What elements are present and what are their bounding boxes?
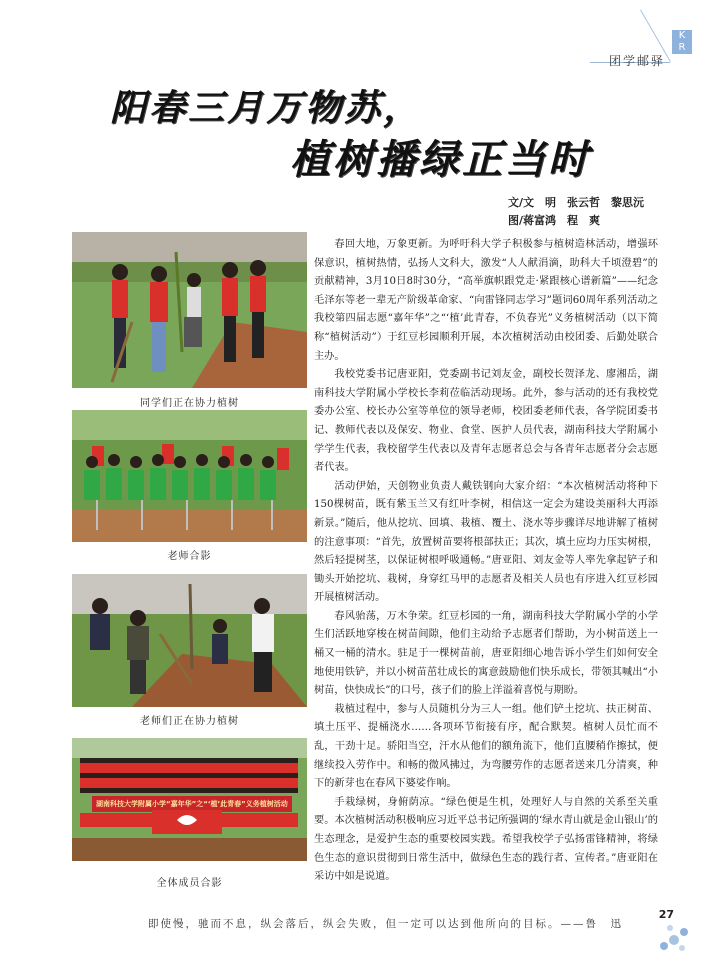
page-number: 27 <box>658 908 674 921</box>
footer-quote: 即使慢，驰而不息，纵会落后，纵会失败，但一定可以达到他所向的目标。——鲁 迅 <box>148 918 623 930</box>
photo-caption: 同学们正在协力植树 <box>140 398 239 409</box>
badge-letter-k: K <box>678 30 686 41</box>
article-paragraph: 春风骀荡，万木争荣。红豆杉园的一角，湖南科技大学附属小学的小学生们活跃地穿梭在树苗间隙，他们主动给予志愿者们帮助，为小树苗送上一桶又一桶的清水。驻足于一棵树苗前，唐亚阳细心地告诉小学生们如何安全地使用铁铲，并以小树苗茁壮成长的寓意鼓励他们快乐成长，带领其喊出“小树苗，快快成长”的口号，孩子们的脸上洋溢着喜悦与期盼。 <box>314 610 658 697</box>
photo-caption: 老师们正在协力植树 <box>140 716 239 727</box>
article-paragraph: 春回大地，万象更新。为呼吁科大学子积极参与植树造林活动，增强环保意识，植树热情，弘扬人文科大，激发“人人献涓滴，助科大千顷澄碧”的贡献精神，3月10日8时30分，“高举旗帜跟党走·紧跟核心谱新篇”——纪念毛泽东等老一辈无产阶级革命家、“向雷锋同志学习”题词60周年系列活动之我校第四届志愿“嘉年华”之“‘植’此青春，不负春光”义务植树活动（以下简称“植树活动”）于红豆杉园顺利开展，本次植树活动由校团委、后勤处联合主办。 <box>314 239 658 362</box>
photo-teachers-planting <box>72 574 307 707</box>
page-title-line-1: 阳春三月万物苏， <box>110 88 423 129</box>
article-paragraph: 手栽绿树，身俯荫凉。“绿色便是生机，处理好人与自然的关系至关重要。本次植树活动积极响应习近平总书记所强调的‘绿水青山就是金山银山’的生态理念，是爱护生态的重要校园实践。希望我校学子弘扬雷锋精神，将绿色生态的意识贯彻到日常生活中，做绿色生态的践行者、宣传者。”唐亚阳在采访中如是说道。 <box>314 796 658 883</box>
photo-all-members <box>72 738 307 861</box>
text-credit: 文/文 明 张云哲 黎思沅 <box>508 196 645 209</box>
badge-letter-r: R <box>678 42 686 53</box>
article-paragraph: 活动伊始，天创物业负责人戴铁钢向大家介绍：“本次植树活动将种下150棵树苗，既有紫玉兰又有红叶李树，相信这一定会为建设美丽科大再添新景。”随后，他从挖坑、回填、栽植、覆土、浇水等步骤详尽地讲解了植树的注意事项：“首先，放置树苗要将根部扶正；其次，填土应均力压实树根，然后轻提树茎，以保证树根呼吸通畅。”唐亚阳、刘友金等人率先拿起铲子和锄头开始挖坑、栽树，身穿红马甲的志愿者及相关人员也有序进入红豆杉园开展植树活动。 <box>314 480 658 604</box>
photo-caption: 全体成员合影 <box>156 878 223 889</box>
photo-caption: 老师合影 <box>167 551 212 562</box>
photo-students-planting <box>72 232 307 388</box>
photo-teachers-group <box>72 410 307 542</box>
article-body <box>314 236 658 887</box>
corner-badge <box>672 30 692 54</box>
page-title-line-2: 植树播绿正当时 <box>290 137 591 183</box>
leaf-decoration-icon <box>656 918 692 954</box>
group-banner-text: 湖南科技大学附属小学“嘉年华”之“‘植’此青春”义务植树活动 <box>96 800 288 808</box>
column-name: 团学邮驿 <box>608 54 665 68</box>
article-paragraph: 栽植过程中，参与人员随机分为三人一组。他们铲土挖坑、扶正树苗、填土压平、提桶浇水……各项环节衔接有序，配合默契。植树人员忙而不乱，干劲十足。骄阳当空，汗水从他们的额角流下，他们直腰稍作擦拭，便继续投入劳作中。和畅的微风拂过，为弯腰劳作的志愿者送来几分清爽，种下的新芽也在春风下婆娑作响。 <box>314 703 658 790</box>
article-paragraph: 我校党委书记唐亚阳，党委副书记刘友金，副校长贺泽龙、廖湘岳，湖南科技大学附属小学校长李莉莅临活动现场。此外，参与活动的还有我校党委办公室、校长办公室等单位的领导老师，校团委老师代表，各学院团委书记、教师代表以及保安、物业、食堂、医护人员代表，湖南科技大学附属小学学生代表，我校留学生代表以及青年志愿者总会与各青年志愿者分会志愿者代表。 <box>314 369 658 474</box>
credits <box>508 194 644 230</box>
photo-credit: 图/蒋富鸿 程 爽 <box>508 214 601 227</box>
